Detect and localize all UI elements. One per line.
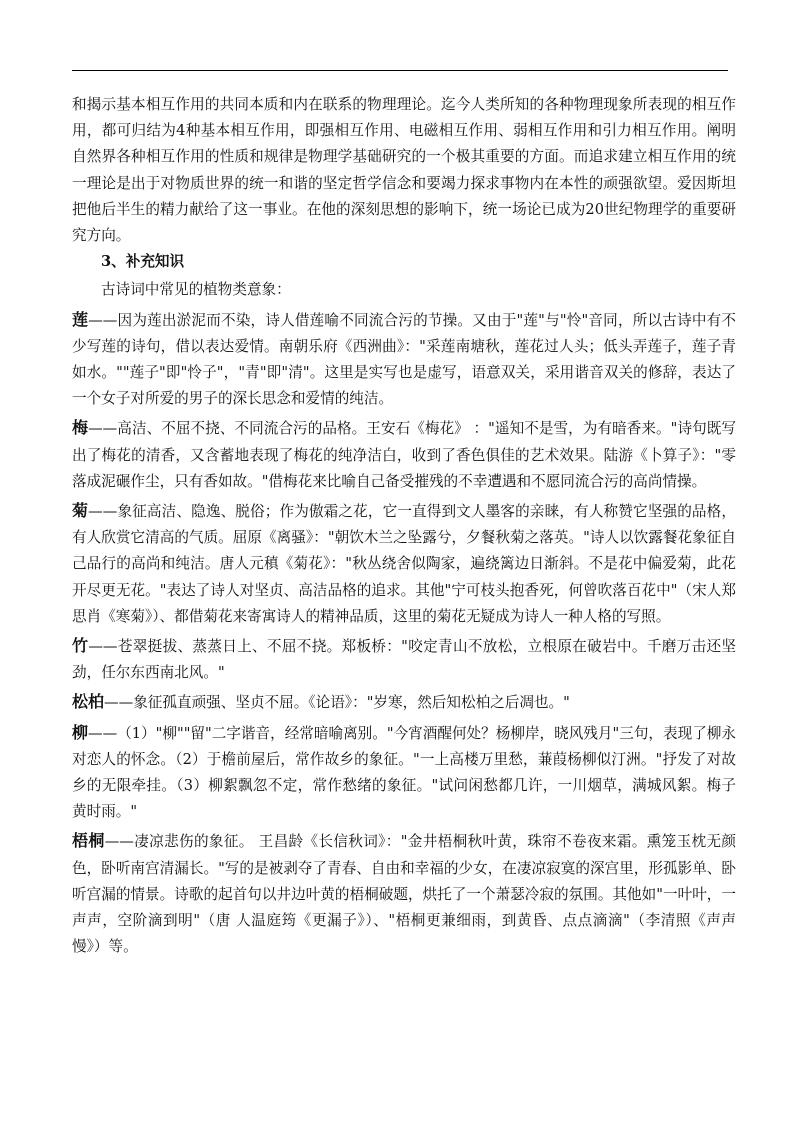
entry-chrysanthemum [72,498,736,630]
entry-phoenix-tree [72,828,736,960]
entry-pine-cypress [72,689,736,716]
entry-term: 梅 [72,418,89,438]
entry-term: 柳 [72,722,89,742]
entry-text: ——苍翠挺拔、蒸蒸日上、不屈不挠。郑板桥："咬定青山不放松，立根原在破岩中。千磨万击还坚劲，任尔东西南北风。" [72,638,736,682]
header-rule [72,70,728,71]
subheading: 古诗词中常见的植物类意象： [101,281,291,299]
entry-text: ——象征高洁、隐逸、脱俗；作为傲霜之花，它一直得到文人墨客的亲睐，有人称赞它坚强的品格，有人欣赏它清高的气质。屈原《离骚》："朝饮木兰之坠露兮，夕餐秋菊之落英。"诗人以饮露餐花象征自己品行的高尚和纯洁。唐人元稹《菊花》："秋丛绕舍似陶家，遍绕篱边日渐斜。不是花中偏爱菊，此花开尽更无花。"表达了诗人对坚贞、高洁品格的追求。其他"宁可枝头抱香死，何曾吹落百花中"（宋人郑思肖《寒菊》）、都借菊花来寄寓诗人的精神品质，这里的菊花无疑成为诗人一种人格的写照。 [72,503,736,625]
entry-term: 梧桐 [72,831,105,851]
entry-text: ——象征孤直顽强、坚贞不屈。《论语》："岁寒，然后知松柏之后凋也。" [104,694,570,712]
document-body [72,92,736,961]
entry-lotus [72,307,736,413]
entry-term: 竹 [72,636,89,656]
entry-term: 菊 [72,501,89,521]
entry-plum [72,415,736,495]
entry-text: ——（1）"柳""留"二字谐音，经常暗喻离别。"今宵酒醒何处？杨柳岸，晓风残月"三句，表现了柳永对恋人的怀念。（2）于檐前屋后，常作故乡的象征。"一上高楼万里愁，蒹葭杨柳似汀洲。"抒发了对故乡的无限牵挂。（3）柳絮飘忽不定，常作愁绪的象征。"试问闲愁都几许，一川烟草，满城风絮。梅子黄时雨。" [72,724,736,821]
entry-willow [72,720,736,826]
intro-paragraph: 和揭示基本相互作用的共同本质和内在联系的物理理论。迄今人类所知的各种物理现象所表现的相互作用，都可归结为4种基本相互作用，即强相互作用、电磁相互作用、弱相互作用和引力相互作用。阐明自然界各种相互作用的性质和规律是物理学基础研究的一个极其重要的方面。而追求建立相互作用的统一理论是出于对物质世界的统一和谐的坚定哲学信念和要竭力探求事物内在本性的顽强欲望。爱因斯坦把他后半生的精力献给了这一事业。在他的深刻思想的影响下，统一场论已成为20世纪物理学的重要研究方向。 [72,96,736,245]
entry-term: 莲 [72,309,89,329]
entry-text: ——高洁、不屈不挠、不同流合污的品格。王安石《梅花》 ："遥知不是雪，为有暗香来。"诗句既写出了梅花的清香，又含蓄地表现了梅花的纯净洁白，收到了香色俱佳的艺术效果。陆游《卜算子》："零落成泥碾作尘，只有香如故。"借梅花来比喻自己备受摧残的不幸遭遇和不愿同流合污的高尚情操。 [72,420,736,490]
entry-bamboo [72,633,736,686]
entry-text: ——凄凉悲伤的象征。 王昌龄《长信秋词》："金井梧桐秋叶黄，珠帘不卷夜来霜。熏笼玉枕无颜色，卧听南宫清漏长。"写的是被剥夺了青春、自由和幸福的少女，在凄凉寂寞的深宫里，形孤影单、卧听宫漏的情景。诗歌的起首句以井边叶黄的梧桐破题，烘托了一个萧瑟冷寂的氛围。其他如"一叶叶，一声声，空阶滴到明"（唐 人温庭筠《更漏子》）、"梧桐更兼细雨，到黄昏、点点滴滴"（李清照《声声慢》）等。 [72,833,736,956]
entry-term: 松柏 [72,692,105,712]
entry-text: ——因为莲出淤泥而不染，诗人借莲喻不同流合污的节操。又由于"莲"与"怜"音同，所以古诗中有不少写莲的诗句，借以表达爱情。南朝乐府《西洲曲》："采莲南塘秋，莲花过人头；低头弄莲子，莲子青如水。""莲子"即"怜子"，"青"即"清"。这里是实写也是虚写，语意双关，采用谐音双关的修辞，表达了一个女子对所爱的男子的深长思念和爱情的纯洁。 [72,311,736,408]
section-heading: 3、补充知识 [101,253,185,271]
